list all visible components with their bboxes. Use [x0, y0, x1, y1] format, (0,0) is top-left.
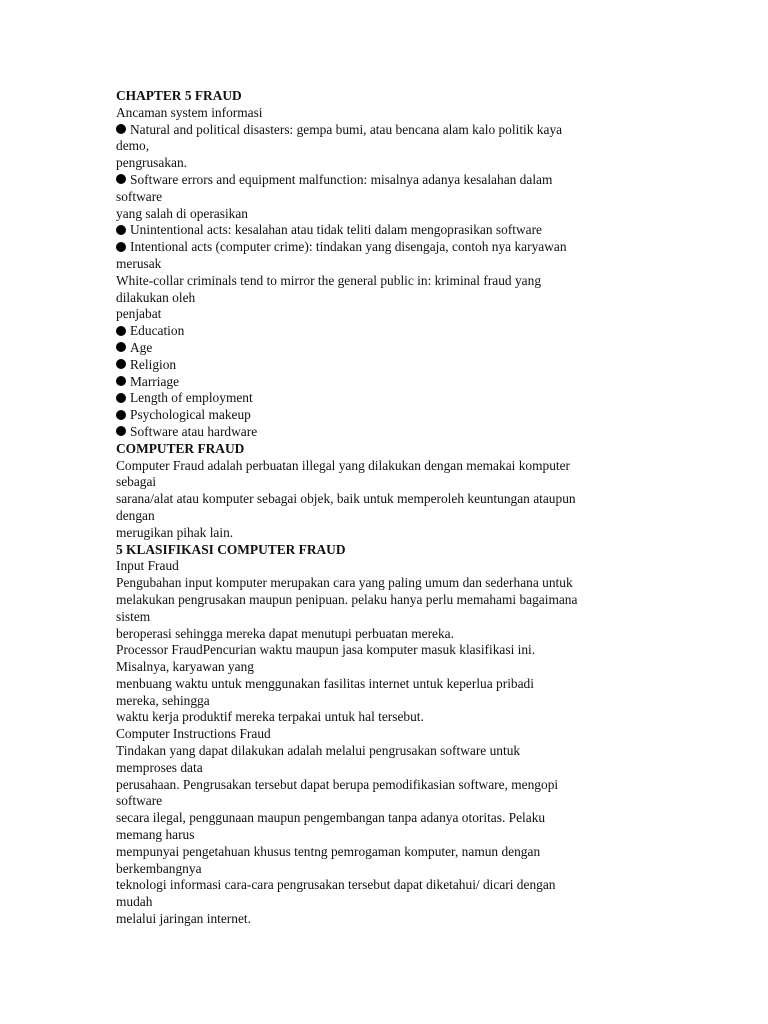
text-line	[116, 626, 656, 643]
text-line	[116, 726, 656, 743]
text-line	[116, 743, 656, 760]
text-line	[116, 491, 656, 508]
line-text: merugikan pihak lain.	[116, 524, 234, 540]
line-text: Tindakan yang dapat dilakukan adalah melalui pengrusakan software untuk	[116, 743, 521, 759]
text-line	[116, 458, 656, 475]
line-text: Length of employment	[130, 390, 253, 406]
line-text: Education	[130, 323, 185, 339]
line-text: White-collar criminals tend to mirror the general public in: kriminal fraud yang	[116, 272, 542, 288]
bullet-icon	[116, 342, 126, 352]
line-text: Software atau hardware	[130, 423, 258, 439]
line-text: memproses data	[116, 759, 203, 775]
bullet-icon	[116, 242, 126, 252]
text-line	[116, 138, 656, 155]
bullet-item	[116, 323, 656, 340]
line-text: beroperasi sehingga mereka dapat menutupi perbuatan mereka.	[116, 625, 454, 641]
text-line	[116, 693, 656, 710]
bullet-item	[116, 424, 656, 441]
bullet-icon	[116, 393, 126, 403]
text-line	[116, 189, 656, 206]
line-text: software	[116, 188, 163, 204]
line-text: teknologi informasi cara-cara pengrusakan tersebut dapat diketahui/ dicari dengan	[116, 877, 556, 893]
text-line	[116, 861, 656, 878]
text-line	[116, 777, 656, 794]
line-text: pengrusakan.	[116, 155, 188, 171]
line-text: Computer Instructions Fraud	[116, 726, 271, 742]
bullet-icon	[116, 376, 126, 386]
line-text: penjabat	[116, 306, 162, 322]
line-text: software	[116, 793, 163, 809]
line-text: dengan	[116, 507, 155, 523]
bullet-icon	[116, 124, 126, 134]
line-text: Psychological makeup	[130, 407, 251, 423]
line-text: dilakukan oleh	[116, 289, 196, 305]
bullet-icon	[116, 410, 126, 420]
text-line	[116, 105, 656, 122]
text-line	[116, 911, 656, 928]
line-text: Processor FraudPencurian waktu maupun jasa komputer masuk klasifikasi ini.	[116, 642, 536, 658]
bullet-item	[116, 340, 656, 357]
line-text: Natural and political disasters: gempa bumi, atau bencana alam kalo politik kaya	[130, 121, 563, 137]
bullet-icon	[116, 326, 126, 336]
text-line	[116, 575, 656, 592]
text-line	[116, 709, 656, 726]
line-text: melalui jaringan internet.	[116, 911, 251, 927]
text-line	[116, 558, 656, 575]
line-text: berkembangnya	[116, 860, 202, 876]
line-text: Unintentional acts: kesalahan atau tidak teliti dalam mengoprasikan software	[130, 222, 542, 238]
text-line	[116, 760, 656, 777]
text-line	[116, 206, 656, 223]
bullet-item	[116, 222, 656, 239]
text-line	[116, 508, 656, 525]
line-text: COMPUTER FRAUD	[116, 440, 245, 456]
line-text: sarana/alat atau komputer sebagai objek, baik untuk memperoleh keuntungan ataupun	[116, 491, 576, 507]
line-text: Misalnya, karyawan yang	[116, 659, 254, 675]
text-line	[116, 844, 656, 861]
line-text: Intentional acts (computer crime): tindakan yang disengaja, contoh nya karyawan	[130, 239, 567, 255]
text-line	[116, 877, 656, 894]
document-body	[116, 88, 656, 928]
line-text: 5 KLASIFIKASI COMPUTER FRAUD	[116, 541, 346, 557]
bullet-icon	[116, 359, 126, 369]
line-text: Ancaman system informasi	[116, 104, 263, 120]
line-text: merusak	[116, 255, 162, 271]
line-text: mereka, sehingga	[116, 692, 210, 708]
line-text: Marriage	[130, 373, 180, 389]
text-line	[116, 676, 656, 693]
line-text: waktu kerja produktif mereka terpakai untuk hal tersebut.	[116, 709, 424, 725]
line-text: yang salah di operasikan	[116, 205, 249, 221]
text-line	[116, 273, 656, 290]
line-text: Software errors and equipment malfunction: misalnya adanya kesalahan dalam	[130, 171, 553, 187]
text-line	[116, 592, 656, 609]
bullet-item	[116, 407, 656, 424]
line-text: memang harus	[116, 827, 195, 843]
text-line	[116, 306, 656, 323]
line-text: secara ilegal, penggunaan maupun pengembangan tanpa adanya otoritas. Pelaku	[116, 810, 546, 826]
line-text: mempunyai pengetahuan khusus tentng pemrogaman komputer, namun dengan	[116, 843, 541, 859]
line-text: Computer Fraud adalah perbuatan illegal yang dilakukan dengan memakai komputer	[116, 457, 571, 473]
line-text: Religion	[130, 356, 177, 372]
bullet-item	[116, 390, 656, 407]
line-text: melakukan pengrusakan maupun penipuan. pelaku hanya perlu memahami bagaimana	[116, 591, 578, 607]
bullet-item	[116, 374, 656, 391]
line-text: perusahaan. Pengrusakan tersebut dapat berupa pemodifikasian software, mengopi	[116, 776, 559, 792]
line-text: sistem	[116, 608, 151, 624]
section-heading	[116, 441, 656, 458]
line-text: sebagai	[116, 474, 157, 490]
bullet-item	[116, 172, 656, 189]
line-text: demo,	[116, 138, 150, 154]
text-line	[116, 609, 656, 626]
line-text: menbuang waktu untuk menggunakan fasilitas internet untuk keperlua pribadi	[116, 675, 534, 691]
text-line	[116, 155, 656, 172]
line-text: Age	[130, 339, 153, 355]
text-line	[116, 894, 656, 911]
bullet-item	[116, 357, 656, 374]
text-line	[116, 474, 656, 491]
section-heading	[116, 88, 656, 105]
bullet-icon	[116, 174, 126, 184]
line-text: mudah	[116, 894, 153, 910]
text-line	[116, 290, 656, 307]
section-heading	[116, 542, 656, 559]
bullet-item	[116, 122, 656, 139]
line-text: Pengubahan input komputer merupakan cara yang paling umum dan sederhana untuk	[116, 575, 573, 591]
line-text: CHAPTER 5 FRAUD	[116, 88, 242, 103]
text-line	[116, 827, 656, 844]
bullet-icon	[116, 426, 126, 436]
bullet-item	[116, 239, 656, 256]
text-line	[116, 642, 656, 659]
line-text: Input Fraud	[116, 558, 179, 574]
text-line	[116, 810, 656, 827]
text-line	[116, 525, 656, 542]
text-line	[116, 793, 656, 810]
bullet-icon	[116, 225, 126, 235]
text-line	[116, 256, 656, 273]
text-line	[116, 659, 656, 676]
